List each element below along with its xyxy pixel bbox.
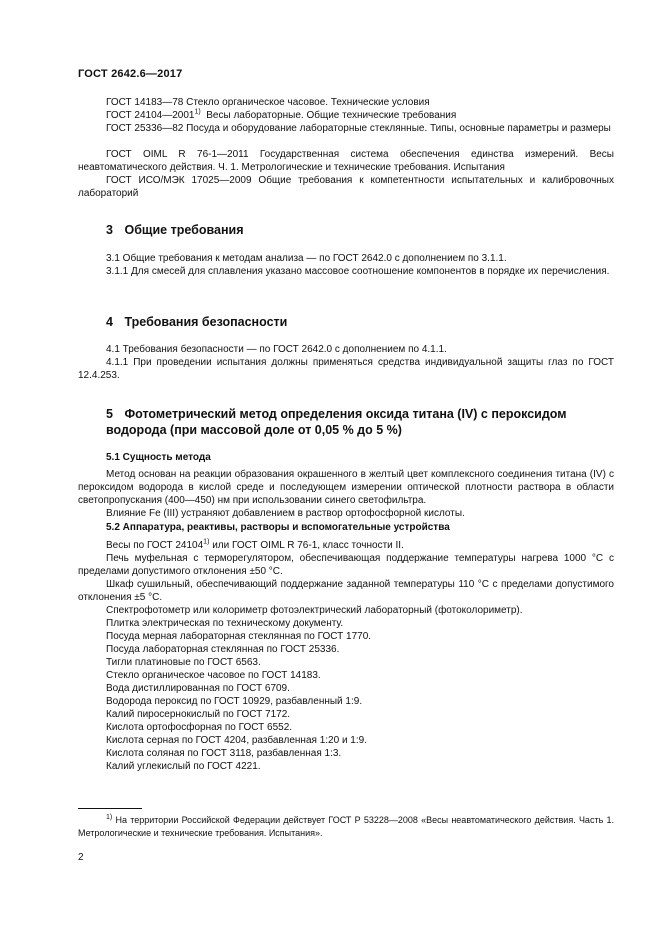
section-heading: 5 Фотометрический метод определения оксида титана (IV) с пероксидом водорода (при массовой доле от 0,05 % до 5 %)	[106, 407, 567, 437]
paragraph: Метод основан на реакции образования окрашенного в желтый цвет комплексного соединения титана (IV) с пероксидом водорода в кислой среде и последующем измерении оптической плотности раствора в области светопропускания (400—450) нм при использовании синего светофильтра.	[78, 469, 614, 507]
equipment-item: Посуда мерная лабораторная стеклянная по ГОСТ 1770.	[106, 631, 372, 642]
equipment-item: Кислота ортофосфорная по ГОСТ 6552.	[106, 722, 293, 733]
equipment-item: Стекло органическое часовое по ГОСТ 14183.	[106, 670, 321, 681]
paragraph: 3.1 Общие требования к методам анализа — по ГОСТ 2642.0 с дополнением по 3.1.1.	[106, 253, 507, 264]
equipment-item: Тигли платиновые по ГОСТ 6563.	[106, 657, 261, 668]
reference-item: ГОСТ OIML R 76-1—2011 Государственная система обеспечения единства измерений. Весы неавтоматического действия. Ч. 1. Метрологические и технические требования. Испытания	[78, 149, 614, 174]
reference-item: ГОСТ 25336—82 Посуда и оборудование лабораторные стеклянные. Типы, основные параметры и размеры	[106, 123, 611, 134]
footnote-marker: 1)	[194, 108, 201, 116]
footnote: $^{1)}$ На территории Российской Федерации действует ГОСТ Р 53228—2008 «Весы неавтоматического действия. Часть 1. Метрологические и технические требования. Испытания».	[78, 814, 614, 838]
paragraph: Влияние Fe (III) устраняют добавлением в раствор ортофосфорной кислоты.	[106, 508, 465, 519]
equipment-item: Калий углекислый по ГОСТ 4221.	[106, 761, 261, 772]
equipment-item: Спектрофотометр или колориметр фотоэлектрический лабораторный (фотоколориметр).	[106, 605, 523, 616]
page-number: 2	[78, 852, 84, 863]
footnote-divider	[78, 808, 142, 809]
document-header: ГОСТ 2642.6—2017	[78, 68, 183, 80]
reference-item: ГОСТ 24104—2001$^{1)}$ Весы лабораторные. Общие технические требования	[106, 108, 457, 121]
section-heading: 3 Общие требования	[106, 223, 244, 237]
paragraph: 3.1.1 Для смесей для сплавления указано массовое соотношение компонентов в порядке их перечисления.	[106, 266, 610, 277]
paragraph: 4.1.1 При проведении испытания должны применяться средства индивидуальной защиты глаз по ГОСТ 12.4.253.	[78, 357, 614, 382]
equipment-item: Шкаф сушильный, обеспечивающий поддержание заданной температуры 110 °С с пределами допустимого отклонения ±5 °С.	[78, 579, 614, 604]
equipment-item: Весы по ГОСТ 24104$^{1)}$ или ГОСТ OIML R 76-1, класс точности II.	[106, 538, 404, 551]
footnote-marker: 1)	[203, 538, 210, 546]
subsection-heading: 5.1 Сущность метода	[106, 452, 211, 463]
paragraph: 4.1 Требования безопасности — по ГОСТ 2642.0 с дополнением по 4.1.1.	[106, 344, 447, 355]
equipment-item: Вода дистиллированная по ГОСТ 6709.	[106, 683, 290, 694]
footnote-marker: 1)	[106, 814, 113, 821]
reference-item: ГОСТ 14183—78 Стекло органическое часовое. Технические условия	[106, 97, 430, 108]
equipment-item: Калий пиросернокислый по ГОСТ 7172.	[106, 709, 291, 720]
equipment-item: Посуда лабораторная стеклянная по ГОСТ 25336.	[106, 644, 340, 655]
equipment-item: Кислота серная по ГОСТ 4204, разбавленная 1:20 и 1:9.	[106, 735, 367, 746]
equipment-item: Печь муфельная с терморегулятором, обеспечивающая поддержание температуры нагрева 1000 °С с пределами допустимого отклонения ±50 °С.	[78, 553, 614, 578]
subsection-heading: 5.2 Аппаратура, реактивы, растворы и вспомогательные устройства	[106, 522, 450, 533]
equipment-item: Кислота соляная по ГОСТ 3118, разбавленная 1:3.	[106, 748, 342, 759]
section-heading: 4 Требования безопасности	[106, 315, 288, 329]
equipment-item: Водорода пероксид по ГОСТ 10929, разбавленный 1:9.	[106, 696, 363, 707]
equipment-item: Плитка электрическая по техническому документу.	[106, 618, 344, 629]
reference-item: ГОСТ ИСО/МЭК 17025—2009 Общие требования к компетентности испытательных и калибровочных лабораторий	[78, 175, 614, 200]
